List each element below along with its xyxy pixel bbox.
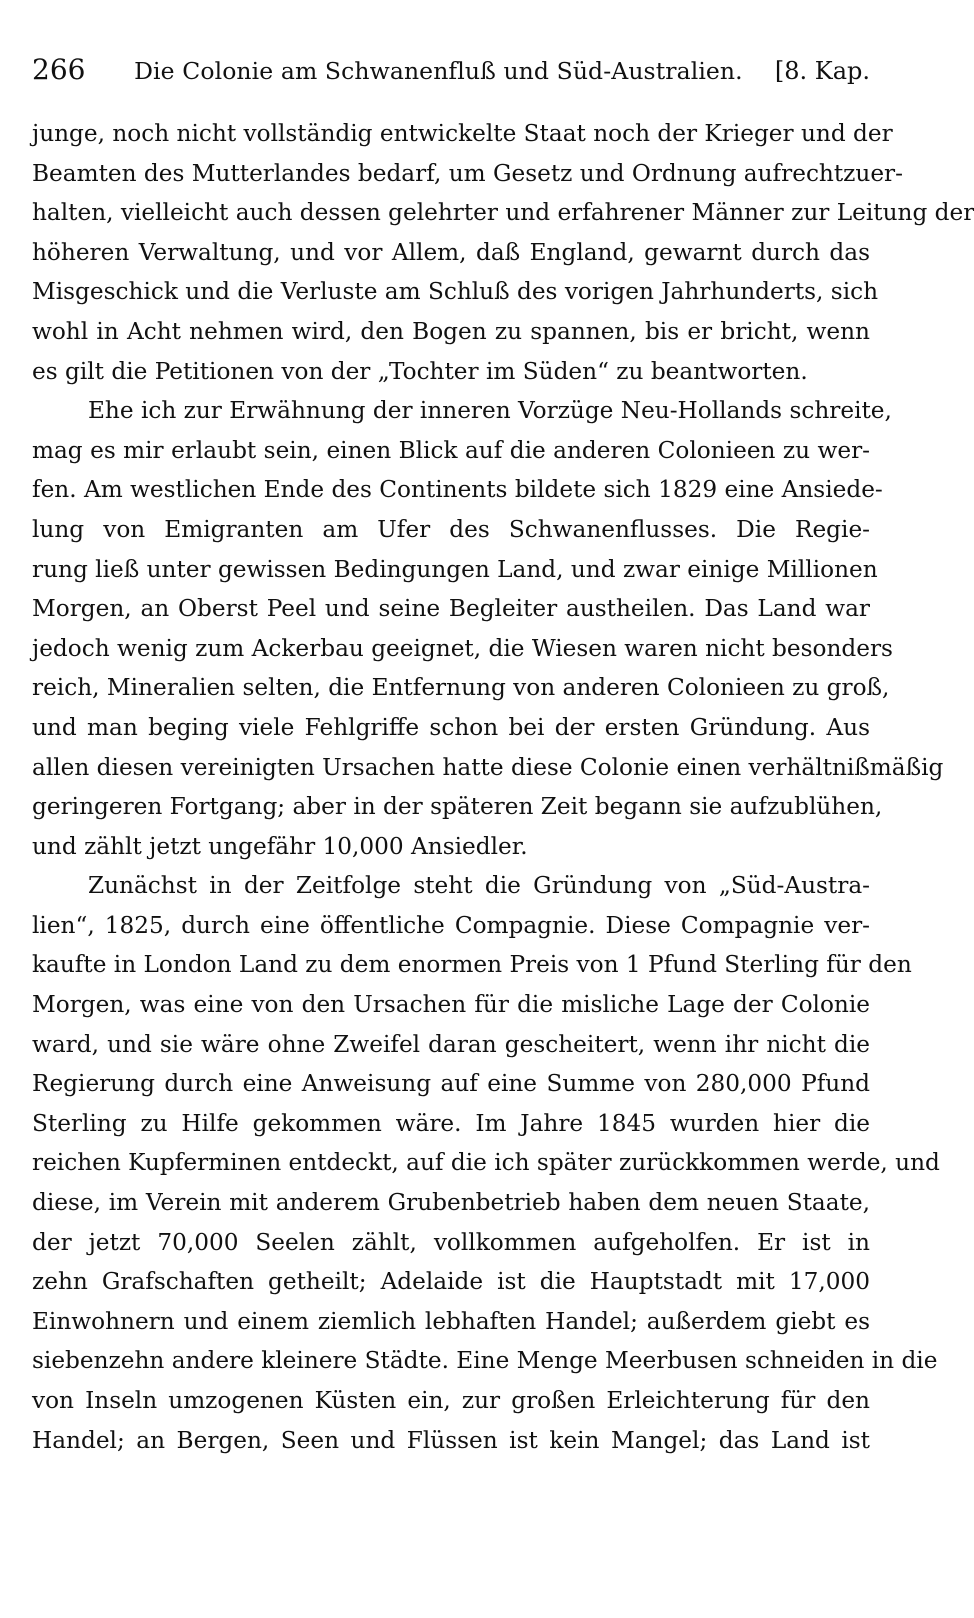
text-line: und zählt jetzt ungefähr 10,000 Ansiedler. — [32, 832, 528, 860]
text-line: siebenzehn andere kleinere Städte. Eine Menge Meerbusen schneiden in die — [32, 1347, 938, 1375]
text-line: Einwohnern und einem ziemlich lebhaften Handel; außerdem giebt es — [32, 1307, 870, 1335]
text-line: junge, noch nicht vollständig entwickelte Staat noch der Krieger und der — [32, 120, 893, 147]
text-line: zehn Grafschaften getheilt; Adelaide ist die Hauptstadt mit 17,000 — [32, 1268, 870, 1296]
running-header — [32, 40, 870, 100]
text-line: fen. Am westlichen Ende des Continents bildete sich 1829 eine Ansiede- — [32, 476, 883, 504]
text-line: der jetzt 70,000 Seelen zählt, vollkommen aufgeholfen. Er ist in — [32, 1228, 870, 1256]
paragraph-3 — [32, 866, 940, 1460]
text-line: von Inseln umzogenen Küsten ein, zur großen Erleichterung für den — [32, 1387, 870, 1414]
text-line: geringeren Fortgang; aber in der späteren Zeit begann sie aufzublühen, — [32, 793, 883, 821]
text-line: mag es mir erlaubt sein, einen Blick auf die anderen Colonieen zu wer- — [32, 436, 870, 464]
text-line: reich, Mineralien selten, die Entfernung von anderen Colonieen zu groß, — [32, 674, 890, 702]
text-line: reichen Kupferminen entdeckt, auf die ich später zurückkommen werde, und — [32, 1149, 940, 1177]
text-line: wohl in Acht nehmen wird, den Bogen zu spannen, bis er bricht, wenn — [32, 317, 870, 345]
text-line: Regierung durch eine Anweisung auf eine Summe von 280,000 Pfund — [32, 1070, 870, 1098]
page-number: 266 — [32, 53, 86, 86]
paragraph-1 — [32, 114, 974, 391]
book-page — [32, 40, 974, 1600]
text-line: kaufte in London Land zu dem enormen Preis von 1 Pfund Sterling für den — [32, 951, 912, 979]
text-line: Sterling zu Hilfe gekommen wäre. Im Jahre 1845 wurden hier die — [32, 1109, 870, 1137]
paragraph-2 — [32, 391, 944, 866]
body-text — [32, 114, 974, 1460]
text-line: allen diesen vereinigten Ursachen hatte diese Colonie einen verhältnißmäßig — [32, 753, 944, 781]
text-line: Ehe ich zur Erwähnung der inneren Vorzüge Neu-Hollands schreite, — [88, 397, 892, 425]
text-line: lien“, 1825, durch eine öffentliche Compagnie. Diese Compagnie ver- — [32, 911, 870, 939]
text-line: höheren Verwaltung, und vor Allem, daß England, gewarnt durch das — [32, 238, 870, 266]
text-line: Misgeschick und die Verluste am Schluß des vorigen Jahrhunderts, sich — [32, 278, 879, 306]
text-line: diese, im Verein mit anderem Grubenbetrieb haben dem neuen Staate, — [32, 1189, 870, 1217]
text-line: halten, vielleicht auch dessen gelehrter und erfahrener Männer zur Leitung der — [32, 199, 974, 227]
text-line: Handel; an Bergen, Seen und Flüssen ist kein Mangel; das Land ist — [32, 1426, 870, 1454]
text-line: Morgen, was eine von den Ursachen für die misliche Lage der Colonie — [32, 991, 870, 1019]
text-line: und man beging viele Fehlgriffe schon bei der ersten Gründung. Aus — [32, 713, 870, 741]
text-line: Morgen, an Oberst Peel und seine Begleiter austheilen. Das Land war — [32, 595, 870, 623]
text-line: lung von Emigranten am Ufer des Schwanenflusses. Die Regie- — [32, 515, 870, 543]
text-line: Zunächst in der Zeitfolge steht die Gründung von „Süd-Austra- — [88, 872, 870, 900]
text-line: Beamten des Mutterlandes bedarf, um Gesetz und Ordnung aufrechtzuer- — [32, 159, 903, 187]
text-line: ward, und sie wäre ohne Zweifel daran gescheitert, wenn ihr nicht die — [32, 1030, 870, 1058]
text-line: es gilt die Petitionen von der „Tochter im Süden“ zu beantworten. — [32, 357, 808, 385]
running-title: Die Colonie am Schwanenfluß und Süd-Australien. — [134, 57, 743, 85]
text-line: rung ließ unter gewissen Bedingungen Land, und zwar einige Millionen — [32, 555, 878, 583]
chapter-reference: [8. Kap. — [774, 57, 870, 85]
text-line: jedoch wenig zum Ackerbau geeignet, die Wiesen waren nicht besonders — [32, 634, 893, 662]
